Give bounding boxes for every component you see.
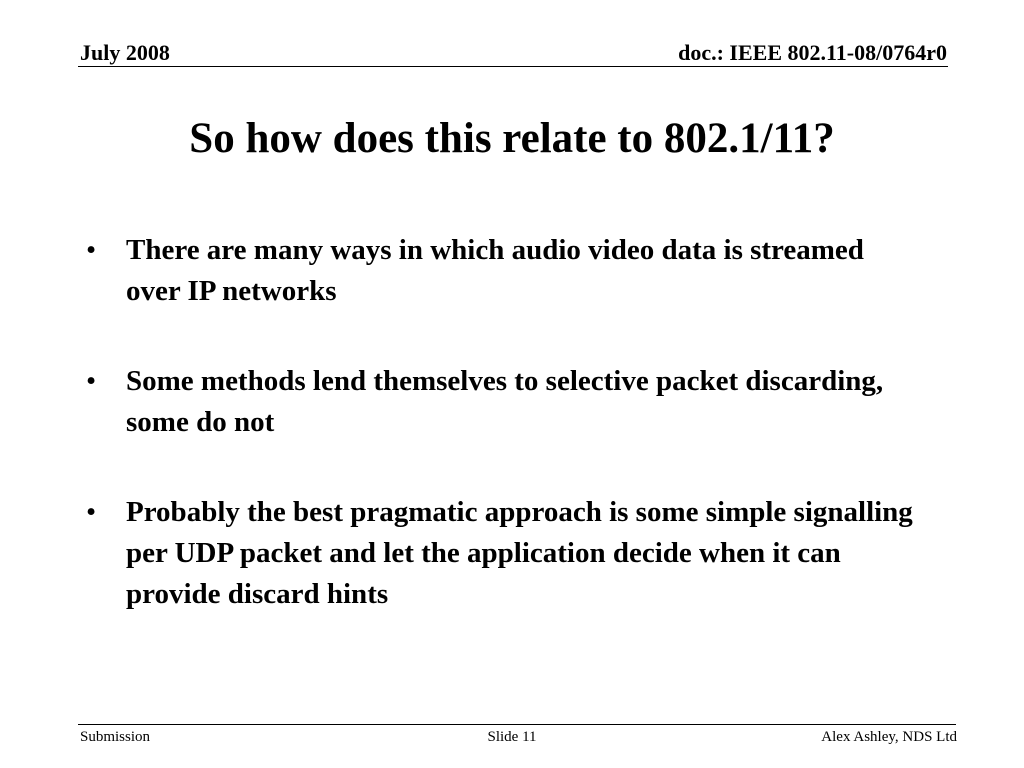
- footer-author: Alex Ashley, NDS Ltd: [821, 729, 957, 745]
- bullet-item: [84, 492, 914, 615]
- bullet-item: [84, 230, 914, 312]
- bullet-marker: •: [86, 234, 97, 266]
- bullet-text: Some methods lend themselves to selective packet discarding, some do not: [126, 365, 884, 438]
- footer-submission: Submission: [80, 729, 151, 745]
- header-date: July 2008: [80, 40, 170, 65]
- bullet-item: [84, 361, 914, 443]
- header-doc-id: doc.: IEEE 802.11-08/0764r0: [678, 40, 947, 65]
- footer-slide-number: Slide 11: [487, 729, 537, 745]
- bullet-text: There are many ways in which audio video data is streamed over IP networks: [126, 234, 864, 307]
- bullet-list: [84, 230, 914, 664]
- footer-divider: [78, 724, 956, 725]
- bullet-marker: •: [86, 365, 97, 397]
- header-divider: [78, 66, 948, 67]
- bullet-marker: •: [86, 496, 97, 528]
- bullet-text: Probably the best pragmatic approach is some simple signalling per UDP packet and let the application decide when it can provide discard hints: [126, 496, 913, 610]
- slide-title: So how does this relate to 802.1/11?: [189, 115, 835, 162]
